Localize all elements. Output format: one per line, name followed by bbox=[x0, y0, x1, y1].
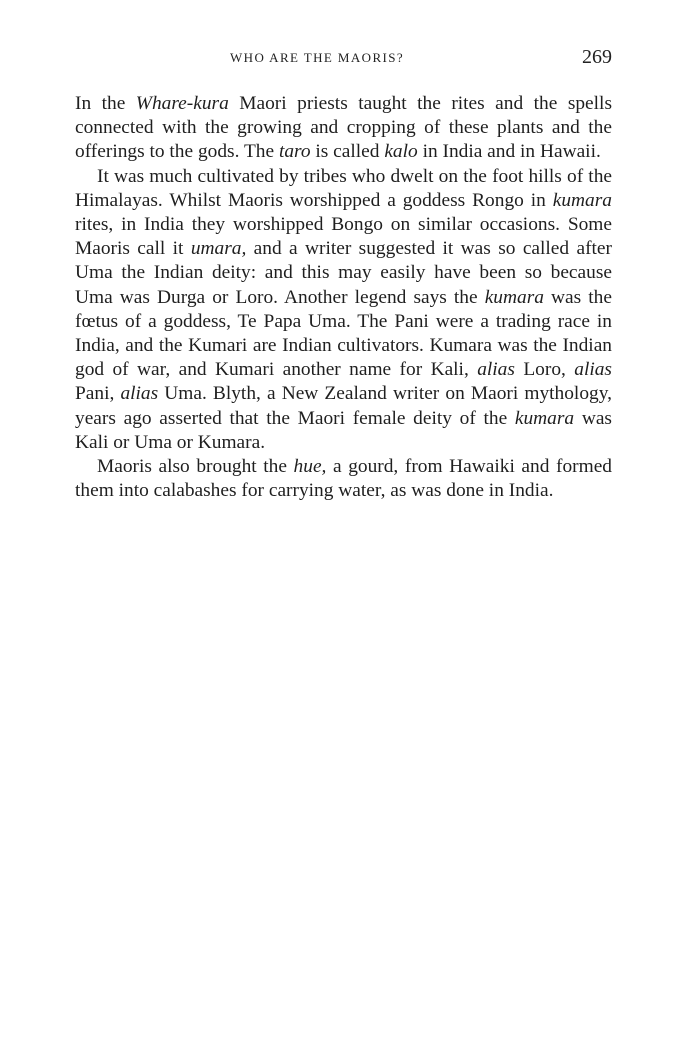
italic-term: hue, bbox=[293, 456, 327, 478]
text-run: Maori priests taught the rites and the spells connected with the growing and cropping of these plants and the offerings to the gods. The bbox=[75, 93, 612, 163]
text-run: It was much cultivated by tribes who dwelt on the foot hills of the Himalayas. Whilst Maoris worshipped a goddess Rongo in bbox=[75, 165, 612, 211]
running-head bbox=[75, 46, 612, 76]
text-run: rites, in India they worshipped Bongo on similar occasions. Some Maoris call it bbox=[75, 214, 612, 260]
italic-term: kumara bbox=[552, 189, 612, 211]
paragraph-3 bbox=[75, 455, 612, 503]
text-run: a gourd, from Hawaiki and formed them into calabashes for carrying water, as was done in India. bbox=[75, 456, 613, 502]
running-title: WHO ARE THE MAORIS? bbox=[230, 50, 405, 65]
text-run: is called bbox=[310, 141, 385, 163]
italic-term: alias bbox=[477, 359, 515, 381]
italic-term: kumara bbox=[514, 407, 575, 429]
italic-term: alias bbox=[574, 359, 612, 381]
italic-term: umara, bbox=[190, 238, 247, 260]
paragraph-2 bbox=[75, 165, 612, 455]
body-text bbox=[75, 92, 612, 503]
text-run: Maoris also brought the bbox=[97, 456, 294, 478]
italic-term: taro bbox=[278, 141, 311, 163]
text-run: and a writer suggested it was so called after Uma the Indian deity: and this may easily have been so because Uma was Durga or Loro. Another legend says the bbox=[75, 238, 612, 308]
italic-term: alias bbox=[120, 383, 159, 405]
text-run: Loro, bbox=[514, 359, 575, 381]
text-run: was Kali or Uma or Kumara. bbox=[75, 407, 612, 453]
text-run: Uma. Blyth, a New Zealand writer on Maori mythology, years ago asserted that the Maori female deity of the bbox=[75, 383, 612, 429]
italic-term: Whare-kura bbox=[135, 93, 229, 114]
text-run: In the bbox=[75, 93, 136, 114]
text-run: Pani, bbox=[75, 383, 121, 405]
italic-term: kumara bbox=[484, 286, 544, 308]
page-number: 269 bbox=[582, 46, 612, 68]
text-run: was the fœtus of a goddess, Te Papa Uma. The Pani were a trading race in India, and the Kumari are Indian cultivators. Kumara was the Indian god of war, and Kumari another name for Kali, bbox=[75, 286, 612, 381]
paragraph-1 bbox=[75, 92, 612, 165]
text-run: in India and in Hawaii. bbox=[417, 141, 601, 163]
italic-term: kalo bbox=[384, 141, 418, 163]
